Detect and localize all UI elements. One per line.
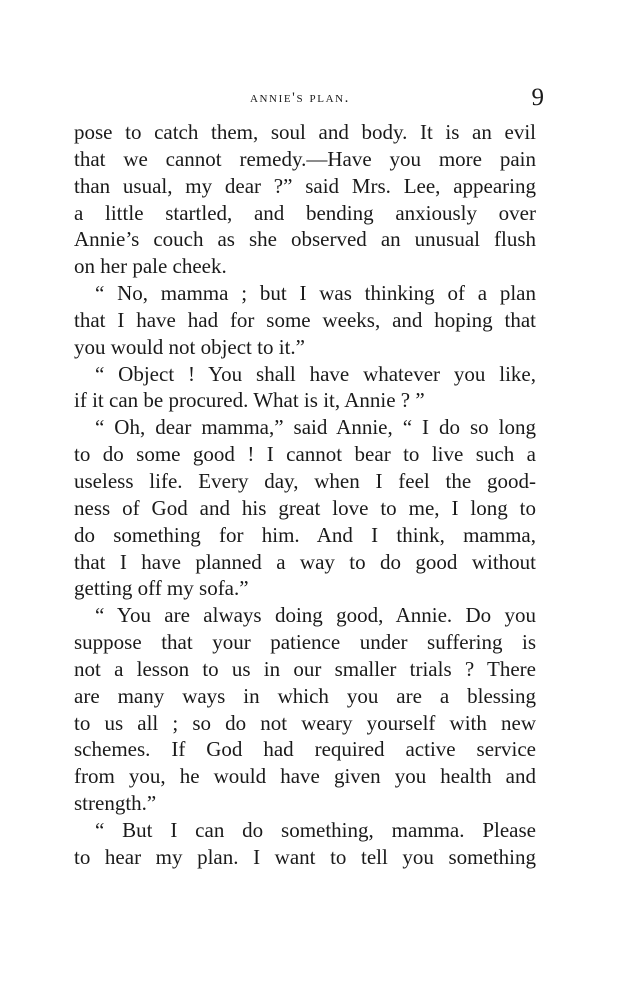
text-line: suppose that your patience under suffering is	[74, 630, 536, 655]
text-line: “ But I can do something, mamma. Please	[95, 817, 536, 842]
text-line: do something for him. And I think, mamma,	[74, 522, 536, 547]
text-line: to do some good ! I cannot bear to live such a	[74, 442, 536, 467]
text-line: useless life. Every day, when I feel the good-	[74, 468, 536, 493]
running-title: annie's plan.	[249, 90, 351, 106]
page-number: 9	[531, 84, 544, 111]
text-line: you would not object to it.”	[74, 334, 305, 359]
text-line: to hear my plan. I want to tell you something	[74, 844, 536, 869]
text-line: “ No, mamma ; but I was thinking of a plan	[95, 281, 536, 306]
text-line: that I have planned a way to do good without	[74, 549, 536, 574]
running-head	[0, 84, 632, 114]
text-line: are many ways in which you are a blessing	[74, 683, 536, 708]
text-line: Annie’s couch as she observed an unusual flush	[74, 227, 536, 252]
text-line: than usual, my dear ?” said Mrs. Lee, appearing	[74, 173, 536, 198]
text-line: not a lesson to us in our smaller trials ? There	[74, 656, 536, 681]
text-line: that I have had for some weeks, and hoping that	[74, 307, 536, 332]
text-line: from you, he would have given you health and	[74, 764, 536, 789]
body-text	[74, 119, 536, 871]
text-line: that we cannot remedy.—Have you more pain	[74, 146, 536, 171]
text-line: “ Oh, dear mamma,” said Annie, “ I do so long	[95, 415, 536, 440]
text-line: schemes. If God had required active service	[74, 737, 536, 762]
text-line: “ Object ! You shall have whatever you like,	[95, 361, 536, 386]
text-line: if it can be procured. What is it, Annie ? ”	[74, 388, 425, 413]
text-line: pose to catch them, soul and body. It is an evil	[74, 120, 536, 144]
text-line: to us all ; so do not weary yourself with new	[74, 710, 536, 735]
text-line: on her pale cheek.	[74, 254, 227, 279]
text-line: “ You are always doing good, Annie. Do you	[95, 603, 536, 628]
text-line: a little startled, and bending anxiously over	[74, 200, 536, 225]
text-line: getting off my sofa.”	[74, 576, 249, 601]
text-line: ness of God and his great love to me, I long to	[74, 495, 536, 520]
text-line: strength.”	[74, 791, 157, 816]
